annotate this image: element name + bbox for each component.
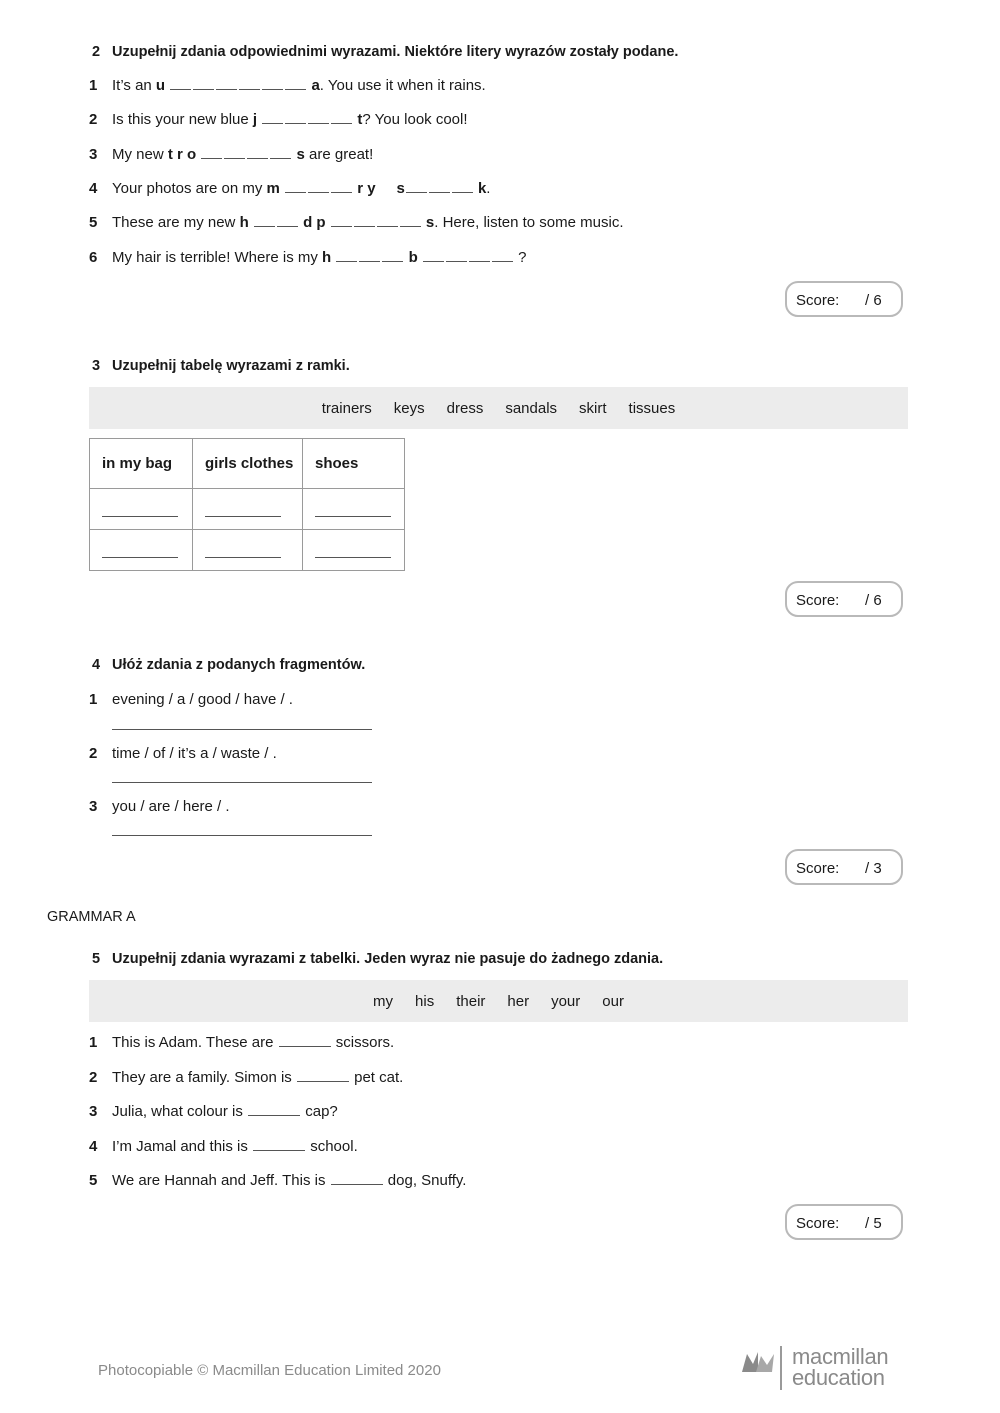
answer-blank[interactable]: [248, 1103, 300, 1116]
item-text: . You use it when it rains.: [319, 77, 486, 94]
given-letter: t r o: [167, 146, 197, 163]
given-letter: u: [155, 77, 166, 94]
table-header: in my bag: [90, 439, 193, 489]
letter-blank[interactable]: [224, 146, 245, 159]
score-label: Score:: [796, 860, 840, 877]
table-cell[interactable]: [303, 530, 405, 571]
letter-blank[interactable]: [201, 146, 222, 159]
word-option: our: [602, 992, 624, 1010]
word-option: trainers: [321, 399, 372, 417]
item-text: My hair is terrible! Where is my: [112, 249, 323, 266]
score-box: [785, 281, 903, 317]
given-letter: s: [396, 180, 405, 197]
macmillan-logo-icon: [742, 1350, 774, 1372]
ex5-item-3: [89, 1103, 338, 1120]
score-value: / 6: [865, 292, 882, 309]
exercise-number: 5: [92, 951, 101, 967]
ex5-item-1: [89, 1034, 395, 1051]
answer-blank[interactable]: [331, 1172, 383, 1185]
section-title: GRAMMAR A: [47, 909, 136, 925]
item-text: you / are / here / .: [112, 798, 230, 815]
given-letter: a: [311, 77, 320, 94]
table-header: girls clothes: [193, 439, 303, 489]
word-box: [89, 387, 908, 429]
category-table: [89, 438, 405, 571]
item-text: ? You look cool!: [362, 111, 468, 128]
ex4-item-1: [89, 691, 293, 708]
given-letter: s: [425, 214, 435, 231]
item-number: 2: [89, 111, 98, 128]
item-text: They are a family. Simon is: [112, 1069, 296, 1086]
score-value: / 6: [865, 592, 882, 609]
letter-blank[interactable]: [492, 249, 513, 262]
logo-text: macmillan: [792, 1344, 889, 1369]
item-number: 1: [89, 691, 98, 708]
exercise-4-heading: [92, 657, 365, 673]
item-text: ?: [518, 249, 527, 266]
ex2-item-3: [89, 146, 374, 163]
given-letter: j: [252, 111, 258, 128]
score-box: [785, 581, 903, 617]
ex2-item-2: [89, 111, 468, 128]
ex5-item-2: [89, 1069, 404, 1086]
item-number: 1: [89, 77, 98, 94]
answer-line[interactable]: [112, 729, 372, 730]
copyright-notice: Photocopiable © Macmillan Education Limited 2020: [98, 1362, 441, 1379]
letter-blank[interactable]: [331, 214, 352, 227]
item-number: 4: [89, 1138, 98, 1155]
given-letter: s: [296, 146, 305, 163]
letter-blank[interactable]: [262, 77, 283, 90]
letter-blank[interactable]: [377, 214, 398, 227]
letter-blank[interactable]: [406, 180, 427, 193]
letter-blank[interactable]: [331, 111, 352, 124]
letter-blank[interactable]: [193, 77, 214, 90]
letter-blank[interactable]: [331, 180, 352, 193]
word-option: tissues: [628, 399, 676, 417]
word-box: [89, 980, 908, 1022]
given-letter: t: [357, 111, 363, 128]
letter-blank[interactable]: [429, 180, 450, 193]
letter-blank[interactable]: [423, 249, 444, 262]
score-box: [785, 849, 903, 885]
exercise-number: 4: [92, 657, 101, 673]
item-text: This is Adam. These are: [112, 1034, 278, 1051]
given-letter: m: [266, 180, 280, 197]
letter-blank[interactable]: [308, 111, 329, 124]
given-letter: r y: [357, 180, 376, 197]
item-text: I’m Jamal and this is: [112, 1138, 253, 1155]
exercise-instruction: Uzupełnij tabelę wyrazami z ramki.: [112, 358, 350, 374]
letter-blank[interactable]: [336, 249, 357, 262]
answer-blank[interactable]: [279, 1034, 331, 1047]
answer-line[interactable]: [112, 835, 372, 836]
exercise-5-heading: [92, 951, 663, 967]
ex2-item-5: [89, 214, 624, 231]
item-text: These are my new: [112, 214, 240, 231]
word-option: sandals: [505, 399, 558, 417]
item-text: dog, Snuffy.: [383, 1172, 467, 1189]
item-text: scissors.: [331, 1034, 395, 1051]
ex4-item-2: [89, 745, 277, 762]
answer-blank[interactable]: [297, 1069, 349, 1082]
exercise-instruction: Ułóż zdania z podanych fragmentów.: [112, 657, 366, 673]
letter-blank[interactable]: [285, 111, 306, 124]
letter-blank[interactable]: [469, 249, 490, 262]
word-option: her: [507, 992, 530, 1010]
exercise-instruction: Uzupełnij zdania wyrazami z tabelki. Jeden wyraz nie pasuje do żadnego zdania.: [112, 951, 664, 967]
item-text: evening / a / good / have / .: [112, 691, 293, 708]
letter-blank[interactable]: [285, 77, 306, 90]
letter-blank[interactable]: [446, 249, 467, 262]
letter-blank[interactable]: [452, 180, 473, 193]
given-letter: k: [477, 180, 487, 197]
score-label: Score:: [796, 1215, 840, 1232]
exercise-3-heading: [92, 358, 350, 374]
ex2-item-1: [89, 77, 486, 94]
item-number: 2: [89, 1069, 98, 1086]
table-cell[interactable]: [193, 489, 303, 530]
table-cell[interactable]: [303, 489, 405, 530]
word-option: your: [551, 992, 581, 1010]
word-option: my: [373, 992, 394, 1010]
table-header: shoes: [303, 439, 405, 489]
ex2-item-6: [89, 249, 527, 266]
item-number: 3: [89, 798, 98, 815]
word-option: skirt: [579, 399, 607, 417]
given-letter: h: [322, 249, 332, 266]
item-number: 2: [89, 745, 98, 762]
item-text: school.: [306, 1138, 358, 1155]
given-letter: b: [408, 249, 418, 266]
macmillan-logo: [742, 1346, 902, 1390]
item-text: Julia, what colour is: [112, 1103, 248, 1120]
letter-blank[interactable]: [247, 146, 268, 159]
logo-text: education: [792, 1365, 885, 1390]
item-text: pet cat.: [349, 1069, 404, 1086]
table-cell[interactable]: [90, 489, 193, 530]
answer-line[interactable]: [112, 782, 372, 783]
ex4-item-3: [89, 798, 230, 815]
item-text: time / of / it’s a / waste / .: [112, 745, 277, 762]
letter-blank[interactable]: [262, 111, 283, 124]
score-label: Score:: [796, 592, 840, 609]
item-text: Is this your new blue: [112, 111, 253, 128]
word-option: his: [415, 992, 435, 1010]
item-text: . Here, listen to some music.: [434, 214, 624, 231]
ex5-item-4: [89, 1138, 358, 1155]
letter-blank[interactable]: [254, 214, 275, 227]
table-cell[interactable]: [90, 530, 193, 571]
word-option: their: [456, 992, 486, 1010]
item-text: It’s an: [112, 77, 156, 94]
exercise-instruction: Uzupełnij zdania odpowiednimi wyrazami. Niektóre litery wyrazów zostały podane.: [112, 44, 679, 60]
ex2-item-4: [89, 180, 491, 197]
letter-blank[interactable]: [170, 77, 191, 90]
letter-blank[interactable]: [216, 77, 237, 90]
letter-blank[interactable]: [308, 180, 329, 193]
item-number: 5: [89, 214, 98, 231]
letter-blank[interactable]: [239, 77, 260, 90]
item-text: .: [486, 180, 491, 197]
score-box: [785, 1204, 903, 1240]
item-text: are great!: [304, 146, 374, 163]
exercise-number: 3: [92, 358, 101, 374]
given-letter: h: [239, 214, 249, 231]
letter-blank[interactable]: [400, 214, 421, 227]
item-number: 3: [89, 146, 98, 163]
score-value: / 3: [865, 860, 882, 877]
ex5-item-5: [89, 1172, 467, 1189]
item-number: 6: [89, 249, 98, 266]
exercise-number: 2: [92, 44, 101, 60]
item-text: cap?: [301, 1103, 338, 1120]
letter-blank[interactable]: [285, 180, 306, 193]
word-option: dress: [446, 399, 484, 417]
answer-blank[interactable]: [253, 1138, 305, 1151]
item-number: 1: [89, 1034, 98, 1051]
letter-blank[interactable]: [359, 249, 380, 262]
item-number: 4: [89, 180, 98, 197]
item-number: 5: [89, 1172, 98, 1189]
given-letter: d p: [303, 214, 326, 231]
table-cell[interactable]: [193, 530, 303, 571]
item-text: My new: [112, 146, 168, 163]
letter-blank[interactable]: [277, 214, 298, 227]
item-text: Your photos are on my: [112, 180, 267, 197]
letter-blank[interactable]: [382, 249, 403, 262]
word-option: keys: [393, 399, 425, 417]
item-text: We are Hannah and Jeff. This is: [112, 1172, 330, 1189]
item-number: 3: [89, 1103, 98, 1120]
logo-divider: [780, 1346, 782, 1390]
score-label: Score:: [796, 292, 840, 309]
score-value: / 5: [865, 1215, 882, 1232]
letter-blank[interactable]: [354, 214, 375, 227]
exercise-2-heading: [92, 44, 678, 60]
letter-blank[interactable]: [270, 146, 291, 159]
